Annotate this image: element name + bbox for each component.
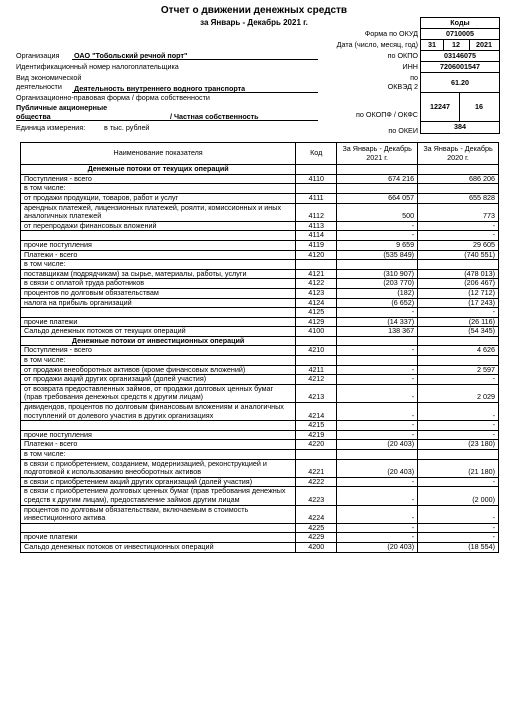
okpo-label: по ОКПО <box>387 51 418 60</box>
activity-name: Деятельность внутреннего водного транспорта <box>74 84 246 93</box>
row-previous-value: - <box>418 505 499 523</box>
inn-code: 7206001547 <box>421 62 499 73</box>
row-current-value: 138 367 <box>337 327 418 337</box>
table-row <box>21 174 499 184</box>
okved-label-2: ОКВЭД 2 <box>387 82 418 91</box>
row-code: 4129 <box>296 317 337 327</box>
row-name: Платежи - всего <box>21 440 296 450</box>
row-previous-value: (54 345) <box>418 327 499 337</box>
row-name: Сальдо денежных потоков от инвестиционных операций <box>21 542 296 552</box>
row-name: налога на прибыль организаций <box>21 298 296 308</box>
table-row <box>21 240 499 250</box>
row-current-value: (182) <box>337 288 418 298</box>
inn-label: ИНН <box>402 62 418 71</box>
row-code: 4100 <box>296 327 337 337</box>
legal-form-label: Организационно-правовая форма / форма собственности <box>16 93 210 102</box>
table-row <box>21 346 499 356</box>
okei-code: 384 <box>454 122 466 132</box>
table-row <box>21 450 499 460</box>
row-previous-value <box>418 450 499 460</box>
legal-form-2: общества <box>16 112 51 121</box>
table-row <box>21 203 499 221</box>
row-current-value: (14 337) <box>337 317 418 327</box>
row-name: от продажи акций других организаций (долей участия) <box>21 375 296 385</box>
table-row <box>21 193 499 203</box>
report-period: за Январь - Декабрь 2021 г. <box>200 18 308 27</box>
row-previous-value: (26 116) <box>418 317 499 327</box>
row-previous-value: - <box>418 231 499 241</box>
row-code <box>296 165 337 175</box>
row-current-value: - <box>337 523 418 533</box>
row-current-value: 674 216 <box>337 174 418 184</box>
table-row <box>21 260 499 270</box>
row-previous-value: - <box>418 533 499 543</box>
row-previous-value: - <box>418 421 499 431</box>
table-row <box>21 542 499 552</box>
okved-label-1: по <box>410 73 418 82</box>
row-previous-value: (17 243) <box>418 298 499 308</box>
row-previous-value: (18 554) <box>418 542 499 552</box>
row-previous-value: - <box>418 430 499 440</box>
table-row <box>21 308 499 318</box>
row-code: 4219 <box>296 430 337 440</box>
row-current-value: 500 <box>337 203 418 221</box>
row-current-value: (535 849) <box>337 250 418 260</box>
row-name: Поступления - всего <box>21 174 296 184</box>
row-previous-value <box>418 356 499 366</box>
row-code: 4225 <box>296 523 337 533</box>
row-previous-value: (21 180) <box>418 459 499 477</box>
table-row <box>21 327 499 337</box>
legal-form-1: Публичные акционерные <box>16 103 108 112</box>
row-current-value: - <box>337 403 418 421</box>
row-name <box>21 308 296 318</box>
row-name: в том числе: <box>21 450 296 460</box>
row-current-value: (203 770) <box>337 279 418 289</box>
table-row <box>21 221 499 231</box>
row-current-value: - <box>337 375 418 385</box>
org-name: ОАО "Тобольский речной порт" <box>74 51 188 60</box>
row-name: прочие поступления <box>21 240 296 250</box>
inn-label-left: Идентификационный номер налогоплательщика <box>16 62 179 71</box>
row-name <box>21 231 296 241</box>
row-name: Поступления - всего <box>21 346 296 356</box>
row-current-value: - <box>337 533 418 543</box>
row-previous-value: (740 551) <box>418 250 499 260</box>
table-header-row <box>21 143 499 165</box>
date-day: 31 <box>421 40 444 50</box>
row-current-value: (6 652) <box>337 298 418 308</box>
row-current-value: (20 403) <box>337 459 418 477</box>
row-previous-value: 2 597 <box>418 365 499 375</box>
row-current-value: 9 659 <box>337 240 418 250</box>
row-current-value: (310 907) <box>337 269 418 279</box>
row-name: процентов по долговым обязательствам, включаемым в стоимость инвестиционного актива <box>21 505 296 523</box>
row-code: 4224 <box>296 505 337 523</box>
row-name: в связи с приобретением долговых ценных бумаг (прав требования денежных средств к другим лицам), предоставление займов другим лицам <box>21 487 296 505</box>
unit-value: в тыс. рублей <box>104 123 150 132</box>
ownership: / Частная собственность <box>170 112 259 121</box>
row-previous-value: - <box>418 308 499 318</box>
date-code <box>421 40 499 51</box>
okfs-code: 16 <box>475 102 483 112</box>
row-name: процентов по долговым обязательствам <box>21 288 296 298</box>
row-previous-value: - <box>418 221 499 231</box>
table-row <box>21 440 499 450</box>
codes-header: Коды <box>421 18 499 29</box>
row-name: в том числе: <box>21 184 296 194</box>
row-current-value: - <box>337 421 418 431</box>
row-code: 4215 <box>296 421 337 431</box>
row-previous-value: - <box>418 403 499 421</box>
row-previous-value: (12 712) <box>418 288 499 298</box>
row-name: дивидендов, процентов по долговым финансовым вложениям и аналогичных поступлений от долевого участия в других организациях <box>21 403 296 421</box>
row-previous-value: 686 206 <box>418 174 499 184</box>
row-previous-value: 655 828 <box>418 193 499 203</box>
report-title: Отчет о движении денежных средств <box>160 5 348 16</box>
okud-code: 0710005 <box>421 29 499 40</box>
org-underline <box>72 59 318 60</box>
col-header-previous: За Январь - Декабрь 2020 г. <box>418 143 499 165</box>
row-current-value: 664 057 <box>337 193 418 203</box>
row-name: от возврата предоставленных займов, от продажи долговых ценных бумаг (прав требования денежных средств к другим лицам) <box>21 384 296 402</box>
okopf-code: 12247 <box>421 93 460 121</box>
org-label: Организация <box>16 51 60 60</box>
row-code: 4120 <box>296 250 337 260</box>
activity-label-2: деятельности <box>16 82 62 91</box>
row-name: Сальдо денежных потоков от текущих операций <box>21 327 296 337</box>
col-header-name: Наименование показателя <box>21 143 296 165</box>
row-code <box>296 450 337 460</box>
row-name: от продажи внеоборотных активов (кроме финансовых вложений) <box>21 365 296 375</box>
row-code: 4111 <box>296 193 337 203</box>
row-code: 4123 <box>296 288 337 298</box>
table-row <box>21 430 499 440</box>
row-name: от перепродажи финансовых вложений <box>21 221 296 231</box>
row-code: 4113 <box>296 221 337 231</box>
row-name: Денежные потоки от инвестиционных операций <box>21 336 296 346</box>
row-previous-value: (206 467) <box>418 279 499 289</box>
row-code: 4220 <box>296 440 337 450</box>
row-previous-value: 29 605 <box>418 240 499 250</box>
row-name: Денежные потоки от текущих операций <box>21 165 296 175</box>
row-code: 4124 <box>296 298 337 308</box>
row-current-value: - <box>337 231 418 241</box>
legal-form-underline <box>16 120 318 121</box>
table-row <box>21 231 499 241</box>
row-previous-value: - <box>418 375 499 385</box>
table-row <box>21 384 499 402</box>
table-row <box>21 523 499 533</box>
row-current-value: - <box>337 365 418 375</box>
row-name: от продажи продукции, товаров, работ и услуг <box>21 193 296 203</box>
row-previous-value: 2 029 <box>418 384 499 402</box>
date-label: Дата (число, месяц, год) <box>336 40 418 49</box>
row-current-value: - <box>337 505 418 523</box>
row-previous-value: (478 013) <box>418 269 499 279</box>
row-name <box>21 421 296 431</box>
row-code: 4210 <box>296 346 337 356</box>
row-code: 4114 <box>296 231 337 241</box>
row-name: Платежи - всего <box>21 250 296 260</box>
table-row <box>21 487 499 505</box>
okei-label: по ОКЕИ <box>388 126 418 135</box>
row-code: 4121 <box>296 269 337 279</box>
row-name: прочие поступления <box>21 430 296 440</box>
okpo-code: 03146075 <box>421 51 499 62</box>
row-current-value <box>337 336 418 346</box>
row-name: в связи с оплатой труда работников <box>21 279 296 289</box>
row-code: 4229 <box>296 533 337 543</box>
okved-code: 61.20 <box>421 73 499 93</box>
row-current-value: (20 403) <box>337 542 418 552</box>
table-row <box>21 336 499 346</box>
row-previous-value: - <box>418 477 499 487</box>
row-code: 4119 <box>296 240 337 250</box>
okopf-label: по ОКОПФ / ОКФС <box>356 110 418 119</box>
row-current-value <box>337 165 418 175</box>
col-header-code: Код <box>296 143 337 165</box>
row-code: 4125 <box>296 308 337 318</box>
row-code: 4223 <box>296 487 337 505</box>
row-current-value: - <box>337 346 418 356</box>
table-row <box>21 250 499 260</box>
row-previous-value: (23 180) <box>418 440 499 450</box>
row-code: 4222 <box>296 477 337 487</box>
date-year: 2021 <box>476 40 492 50</box>
row-current-value: - <box>337 384 418 402</box>
row-current-value: - <box>337 221 418 231</box>
table-row <box>21 459 499 477</box>
okopf-okfs-code <box>421 93 499 122</box>
row-current-value: - <box>337 477 418 487</box>
table-row <box>21 298 499 308</box>
row-code: 4122 <box>296 279 337 289</box>
row-current-value: - <box>337 430 418 440</box>
table-row <box>21 356 499 366</box>
row-code: 4213 <box>296 384 337 402</box>
table-row <box>21 421 499 431</box>
row-code: 4212 <box>296 375 337 385</box>
table-row <box>21 279 499 289</box>
unit-label: Единица измерения: <box>16 123 86 132</box>
row-current-value <box>337 260 418 270</box>
row-code: 4214 <box>296 403 337 421</box>
table-row <box>21 288 499 298</box>
table-row <box>21 375 499 385</box>
row-name: арендных платежей, лицензионных платежей, роялти, комиссионных и иных аналогичных платежей <box>21 203 296 221</box>
table-row <box>21 533 499 543</box>
row-code: 4110 <box>296 174 337 184</box>
row-code <box>296 260 337 270</box>
row-name: в том числе: <box>21 356 296 366</box>
row-code: 4221 <box>296 459 337 477</box>
row-code: 4211 <box>296 365 337 375</box>
row-name: поставщикам (подрядчикам) за сырье, материалы, работы, услуги <box>21 269 296 279</box>
table-row <box>21 505 499 523</box>
row-name: прочие платежи <box>21 533 296 543</box>
row-current-value: - <box>337 487 418 505</box>
okud-label: Форма по ОКУД <box>364 29 418 38</box>
row-current-value: (20 403) <box>337 440 418 450</box>
table-row <box>21 403 499 421</box>
row-previous-value: (2 000) <box>418 487 499 505</box>
row-name: в том числе: <box>21 260 296 270</box>
row-previous-value <box>418 260 499 270</box>
row-previous-value: 4 626 <box>418 346 499 356</box>
col-header-current: За Январь - Декабрь 2021 г. <box>337 143 418 165</box>
row-current-value <box>337 450 418 460</box>
row-name: в связи с приобретением, созданием, модернизацией, реконструкцией и подготовкой к использованию внеоборотных активов <box>21 459 296 477</box>
row-name: прочие платежи <box>21 317 296 327</box>
table-row <box>21 165 499 175</box>
activity-label-1: Вид экономической <box>16 73 82 82</box>
row-previous-value: - <box>418 523 499 533</box>
date-month: 12 <box>443 40 470 50</box>
row-current-value: - <box>337 308 418 318</box>
row-name: в связи с приобретением акций других организаций (долей участия) <box>21 477 296 487</box>
codes-box <box>420 17 500 134</box>
table-body <box>21 165 499 552</box>
row-code: 4200 <box>296 542 337 552</box>
row-code: 4112 <box>296 203 337 221</box>
cash-flow-table <box>20 142 499 553</box>
row-code <box>296 356 337 366</box>
row-previous-value: 773 <box>418 203 499 221</box>
row-current-value <box>337 356 418 366</box>
row-previous-value <box>418 165 499 175</box>
